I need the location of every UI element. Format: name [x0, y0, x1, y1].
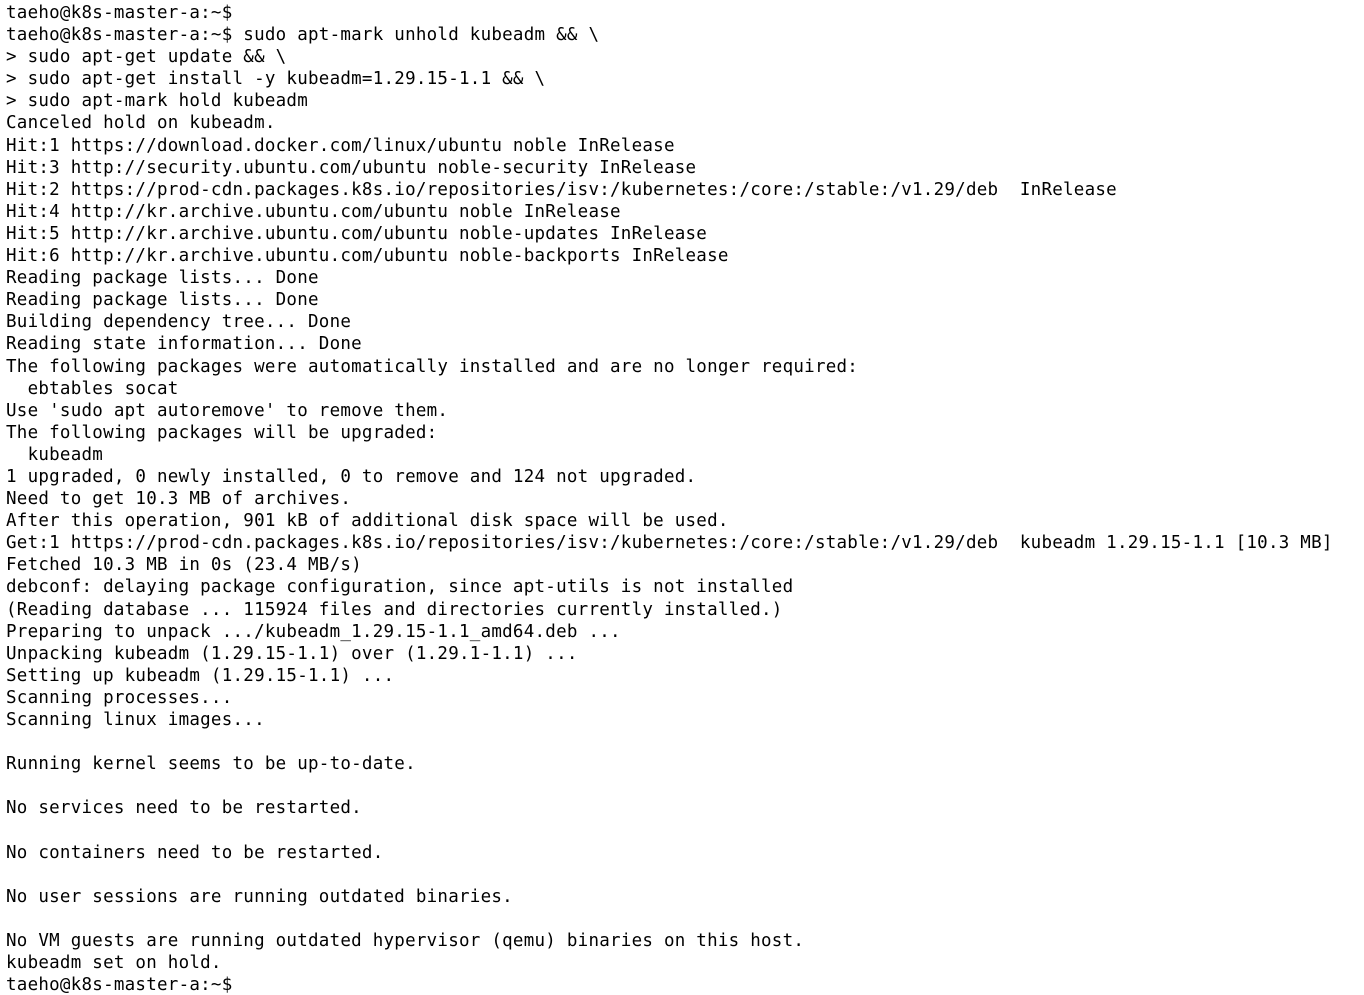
- terminal-line: Scanning linux images...: [6, 710, 265, 730]
- terminal-line: Canceled hold on kubeadm.: [6, 113, 276, 134]
- terminal-line: Preparing to unpack .../kubeadm_1.29.15-1.1_amd64.deb ...: [6, 621, 621, 642]
- terminal-line: Unpacking kubeadm (1.29.15-1.1) over (1.29.1-1.1) ...: [6, 643, 578, 664]
- terminal-line: [6, 731, 1364, 753]
- terminal-line: Setting up kubeadm (1.29.15-1.1) ...: [6, 665, 395, 686]
- terminal-line: Hit:4 http://kr.archive.ubuntu.com/ubuntu noble InRelease: [6, 201, 621, 222]
- terminal-line: [6, 819, 1364, 841]
- terminal-line: No VM guests are running outdated hypervisor (qemu) binaries on this host.: [6, 930, 805, 951]
- terminal-line: The following packages were automatically installed and are no longer required:: [6, 356, 859, 377]
- terminal-line: Hit:6 http://kr.archive.ubuntu.com/ubuntu noble-backports InRelease: [6, 246, 729, 267]
- terminal-line: debconf: delaying package configuration, since apt-utils is not installed: [6, 577, 794, 598]
- terminal-line: Hit:3 http://security.ubuntu.com/ubuntu noble-security InRelease: [6, 157, 697, 178]
- terminal-line: > sudo apt-get update && \: [6, 47, 287, 68]
- terminal-line: [6, 775, 1364, 797]
- terminal-line: Hit:1 https://download.docker.com/linux/ubuntu noble InRelease: [6, 135, 675, 156]
- terminal-line: > sudo apt-get install -y kubeadm=1.29.15-1.1 && \: [6, 69, 546, 90]
- terminal-line: > sudo apt-mark hold kubeadm: [6, 91, 309, 112]
- terminal-line: [6, 908, 1364, 930]
- terminal-line: [6, 864, 1364, 886]
- terminal-line: No user sessions are running outdated binaries.: [6, 886, 513, 907]
- terminal-line: kubeadm set on hold.: [6, 953, 222, 974]
- terminal-prompt-line: taeho@k8s-master-a:~$ sudo apt-mark unhold kubeadm && \: [6, 25, 600, 46]
- terminal-line: Fetched 10.3 MB in 0s (23.4 MB/s): [6, 555, 362, 576]
- terminal-prompt-line: taeho@k8s-master-a:~$: [6, 3, 233, 23]
- terminal-output: [6, 2, 1364, 995]
- terminal-line: Scanning processes...: [6, 687, 233, 708]
- terminal-line: Building dependency tree... Done: [6, 312, 352, 333]
- terminal-line: After this operation, 901 kB of additional disk space will be used.: [6, 511, 729, 532]
- terminal-line: Reading state information... Done: [6, 334, 362, 355]
- terminal-line: ebtables socat: [6, 378, 179, 399]
- terminal-line: No services need to be restarted.: [6, 798, 362, 819]
- terminal-line: Hit:5 http://kr.archive.ubuntu.com/ubuntu noble-updates InRelease: [6, 223, 708, 244]
- terminal-line: Need to get 10.3 MB of archives.: [6, 489, 352, 510]
- terminal-line: Get:1 https://prod-cdn.packages.k8s.io/repositories/isv:/kubernetes:/core:/stable:/v1.29/deb kubeadm 1.29.15-1.1 [10.3 MB]: [6, 533, 1333, 554]
- terminal-line: (Reading database ... 115924 files and directories currently installed.): [6, 599, 783, 620]
- terminal-line: Reading package lists... Done: [6, 268, 319, 289]
- terminal-prompt-line: taeho@k8s-master-a:~$: [6, 975, 233, 995]
- terminal-line: kubeadm: [6, 444, 104, 465]
- terminal-line: Running kernel seems to be up-to-date.: [6, 754, 416, 775]
- terminal-line: Hit:2 https://prod-cdn.packages.k8s.io/repositories/isv:/kubernetes:/core:/stable:/v1.29/deb InRelease: [6, 179, 1117, 200]
- terminal-line: 1 upgraded, 0 newly installed, 0 to remove and 124 not upgraded.: [6, 466, 697, 487]
- terminal-line: The following packages will be upgraded:: [6, 422, 438, 443]
- terminal-line: Use 'sudo apt autoremove' to remove them.: [6, 400, 449, 421]
- terminal-line: Reading package lists... Done: [6, 290, 319, 311]
- terminal-line: No containers need to be restarted.: [6, 842, 384, 863]
